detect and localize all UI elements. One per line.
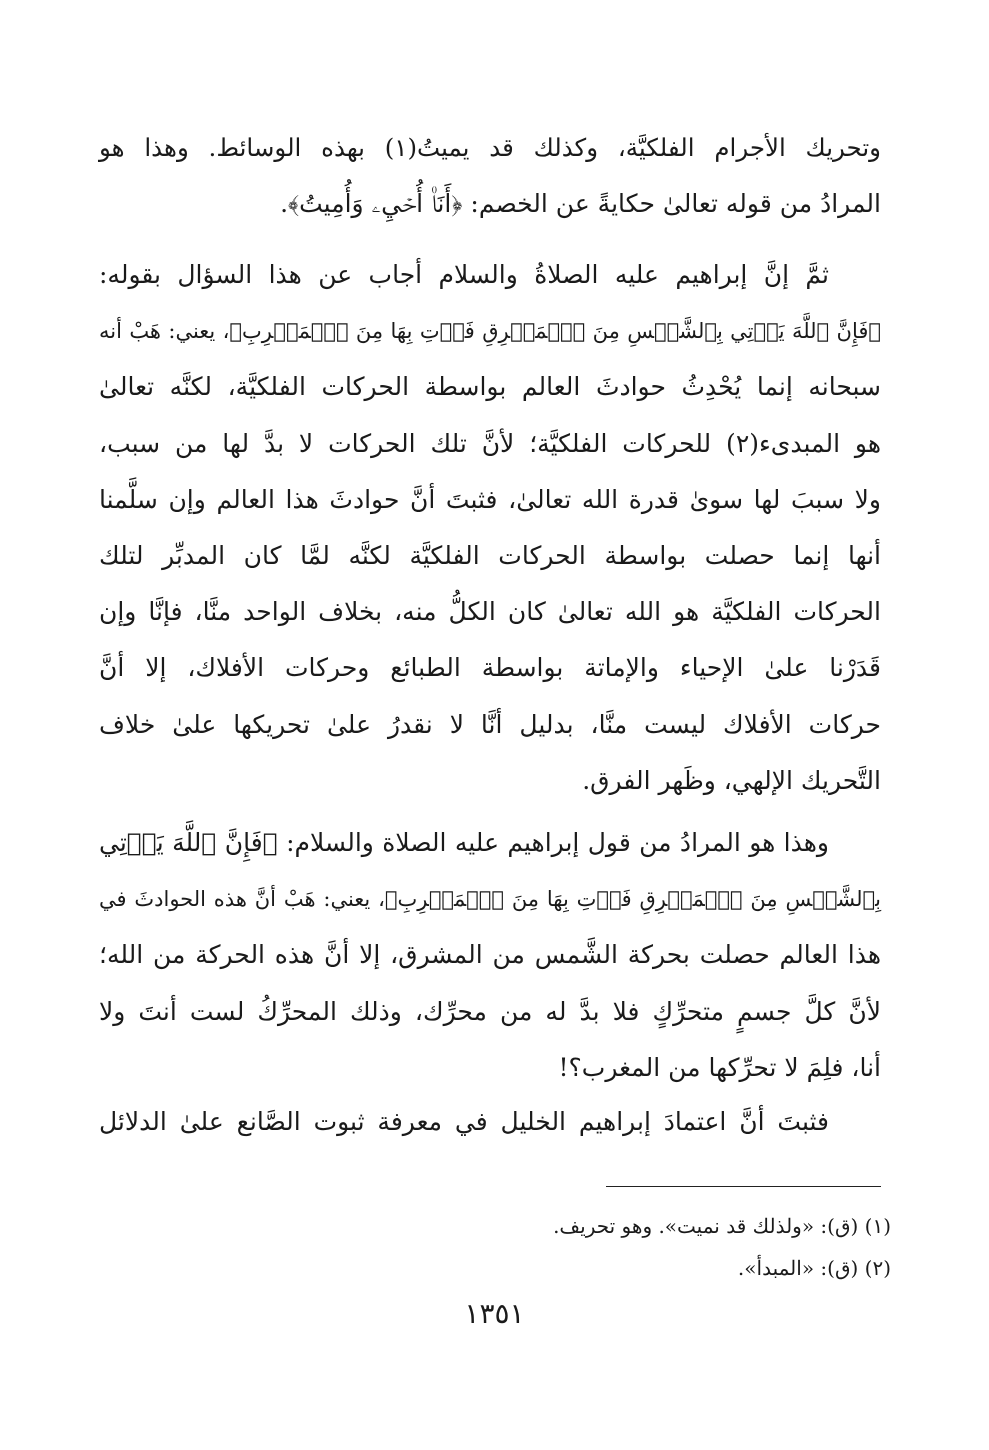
text-line: أنها إنما حصلت بواسطة الحركات الفلكيَّة لكنَّه لمَّا كان المدبِّر لتلك	[99, 541, 881, 571]
text-line: حركات الأفلاك ليست منَّا، بدليل أنَّا لا نقدرُ علىٰ تحريكها علىٰ خلاف	[99, 709, 881, 739]
text-line: التَّحريك الإلهي، وظَهر الفرق.	[582, 765, 881, 795]
text-line: لأنَّ كلَّ جسمٍ متحرِّكٍ فلا بدَّ له من محرِّك، وذلك المحرِّكُ لست أنتَ ولا	[99, 996, 881, 1026]
footnote-1: (١) (ق): «ولذلك قد نميت». وهو تحريف.	[553, 1214, 891, 1238]
paragraph-4	[99, 1094, 881, 1150]
text-line: المرادُ من قوله تعالىٰ حكايةً عن الخصم: ﴿أَنَا۠ أُحۡيِۦ وَأُمِيتُ﴾.	[280, 189, 881, 219]
text-line: ثمَّ إنَّ إبراهيم عليه الصلاةُ والسلام أجاب عن هذا السؤال بقوله:	[99, 260, 829, 289]
footnote-2: (٢) (ق): «المبدأ».	[737, 1256, 891, 1280]
text-line: هو المبدىء(٢) للحركات الفلكيَّة؛ لأنَّ تلك الحركات لا بدَّ لها من سبب،	[99, 428, 881, 458]
text-line: وتحريك الأجرام الفلكيَّة، وكذلك قد يميتُ(١) بهذه الوسائط. وهذا هو	[99, 133, 881, 162]
text-line: قَدَرْنا علىٰ الإحياء والإماتة بواسطة الطبائع وحركات الأفلاك، إلا أنَّ	[99, 653, 881, 683]
text-line: أنا، فلِمَ لا تحرِّكها من المغرب؟!	[558, 1052, 881, 1082]
footnote-separator	[606, 1186, 881, 1187]
text-line: ﴿فَإِنَّ ٱللَّهَ يَأۡتِي بِٱلشَّمۡسِ مِنَ ٱلۡمَشۡرِقِ فَأۡتِ بِهَا مِنَ ٱلۡمَغۡرِبِ﴾، يعني: هَبْ أنه	[99, 319, 881, 344]
text-line: فثبتَ أنَّ اعتمادَ إبراهيم الخليل في معرفة ثبوت الصَّانع علىٰ الدلائل	[99, 1107, 829, 1136]
text-line: بِٱلشَّمۡسِ مِنَ ٱلۡمَشۡرِقِ فَأۡتِ بِهَا مِنَ ٱلۡمَغۡرِبِ﴾، يعني: هَبْ أنَّ هذه الحوادثَ في	[99, 887, 881, 912]
text-line: سبحانه إنما يُحْدِثُ حوادثَ العالم بواسطة الحركات الفلكيَّة، لكنَّه تعالىٰ	[99, 372, 881, 402]
paragraph-3	[99, 815, 881, 1096]
text-line: وهذا هو المرادُ من قول إبراهيم عليه الصلاة والسلام: ﴿فَإِنَّ ٱللَّهَ يَأۡتِي	[99, 828, 829, 857]
text-line: ولا سببَ لها سوىٰ قدرة الله تعالىٰ، فثبتَ أنَّ حوادثَ هذا العالم وإن سلَّمنا	[99, 484, 881, 514]
text-line: الحركات الفلكيَّة هو الله تعالىٰ كان الكلُّ منه، بخلاف الواحد منَّا، فإنَّا وإن	[99, 597, 881, 627]
paragraph-2	[99, 247, 881, 809]
page-number: ١٣٥١	[464, 1297, 525, 1330]
paragraph-1	[99, 120, 881, 232]
text-line: هذا العالم حصلت بحركة الشَّمس من المشرق، إلا أنَّ هذه الحركة من الله؛	[99, 940, 881, 970]
